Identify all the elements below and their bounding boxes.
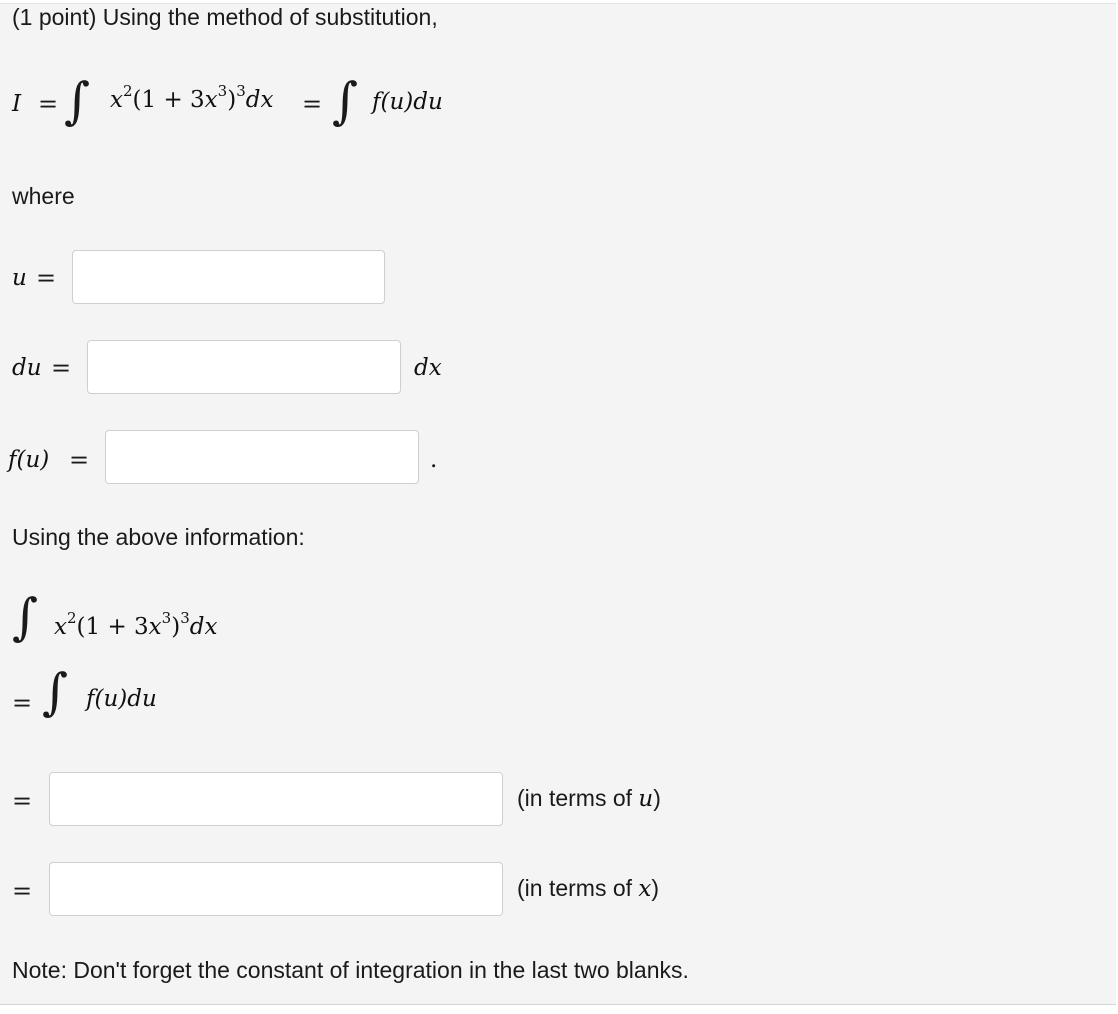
integral-symbol: ∫ — [12, 588, 39, 646]
equals-sign: = — [12, 689, 33, 717]
problem-header: (1 point) Using the method of substitution, — [12, 4, 438, 30]
u-input[interactable] — [72, 250, 385, 304]
using-label: Using the above information: — [12, 524, 305, 550]
fu-input[interactable] — [105, 430, 419, 484]
var-u-label: u — [12, 265, 27, 291]
period: . — [430, 447, 438, 473]
answer-in-u-input[interactable] — [49, 772, 503, 826]
equals-sign: = — [302, 90, 323, 118]
equals-sign: = — [38, 90, 59, 118]
equals-sign: = — [36, 264, 57, 292]
integral-symbol: ∫ — [64, 72, 91, 130]
equals-sign: = — [51, 354, 72, 382]
problem-integral-statement — [12, 70, 532, 150]
equals-sign: = — [12, 877, 33, 905]
integrand-fu-du: f(u)du — [372, 89, 443, 115]
var-du-label: du — [12, 355, 42, 381]
problem-panel — [0, 3, 1116, 1005]
in-terms-of-x-hint: (in terms of x) — [517, 875, 660, 902]
constant-note: Note: Don't forget the constant of integration in the last two blanks. — [12, 957, 689, 983]
integral-symbol: ∫ — [332, 72, 359, 130]
answer-in-x-input[interactable] — [49, 862, 503, 916]
dx-label: dx — [414, 355, 442, 381]
integrand: $x^2(1 + 3x^3)^3dx$ — [110, 82, 274, 113]
du-input[interactable] — [87, 340, 401, 394]
integrand-repeat: $x^2(1 + 3x^3)^3dx$ — [54, 609, 218, 640]
equals-sign: = — [69, 446, 90, 474]
where-label: where — [12, 183, 75, 209]
in-terms-of-u-hint: (in terms of u) — [517, 785, 661, 812]
equals-sign: = — [12, 787, 33, 815]
fu-du-repeat: f(u)du — [86, 686, 157, 712]
var-I: I — [12, 91, 22, 117]
integral-symbol: ∫ — [42, 663, 69, 721]
var-fu-label: f(u) — [8, 447, 50, 473]
